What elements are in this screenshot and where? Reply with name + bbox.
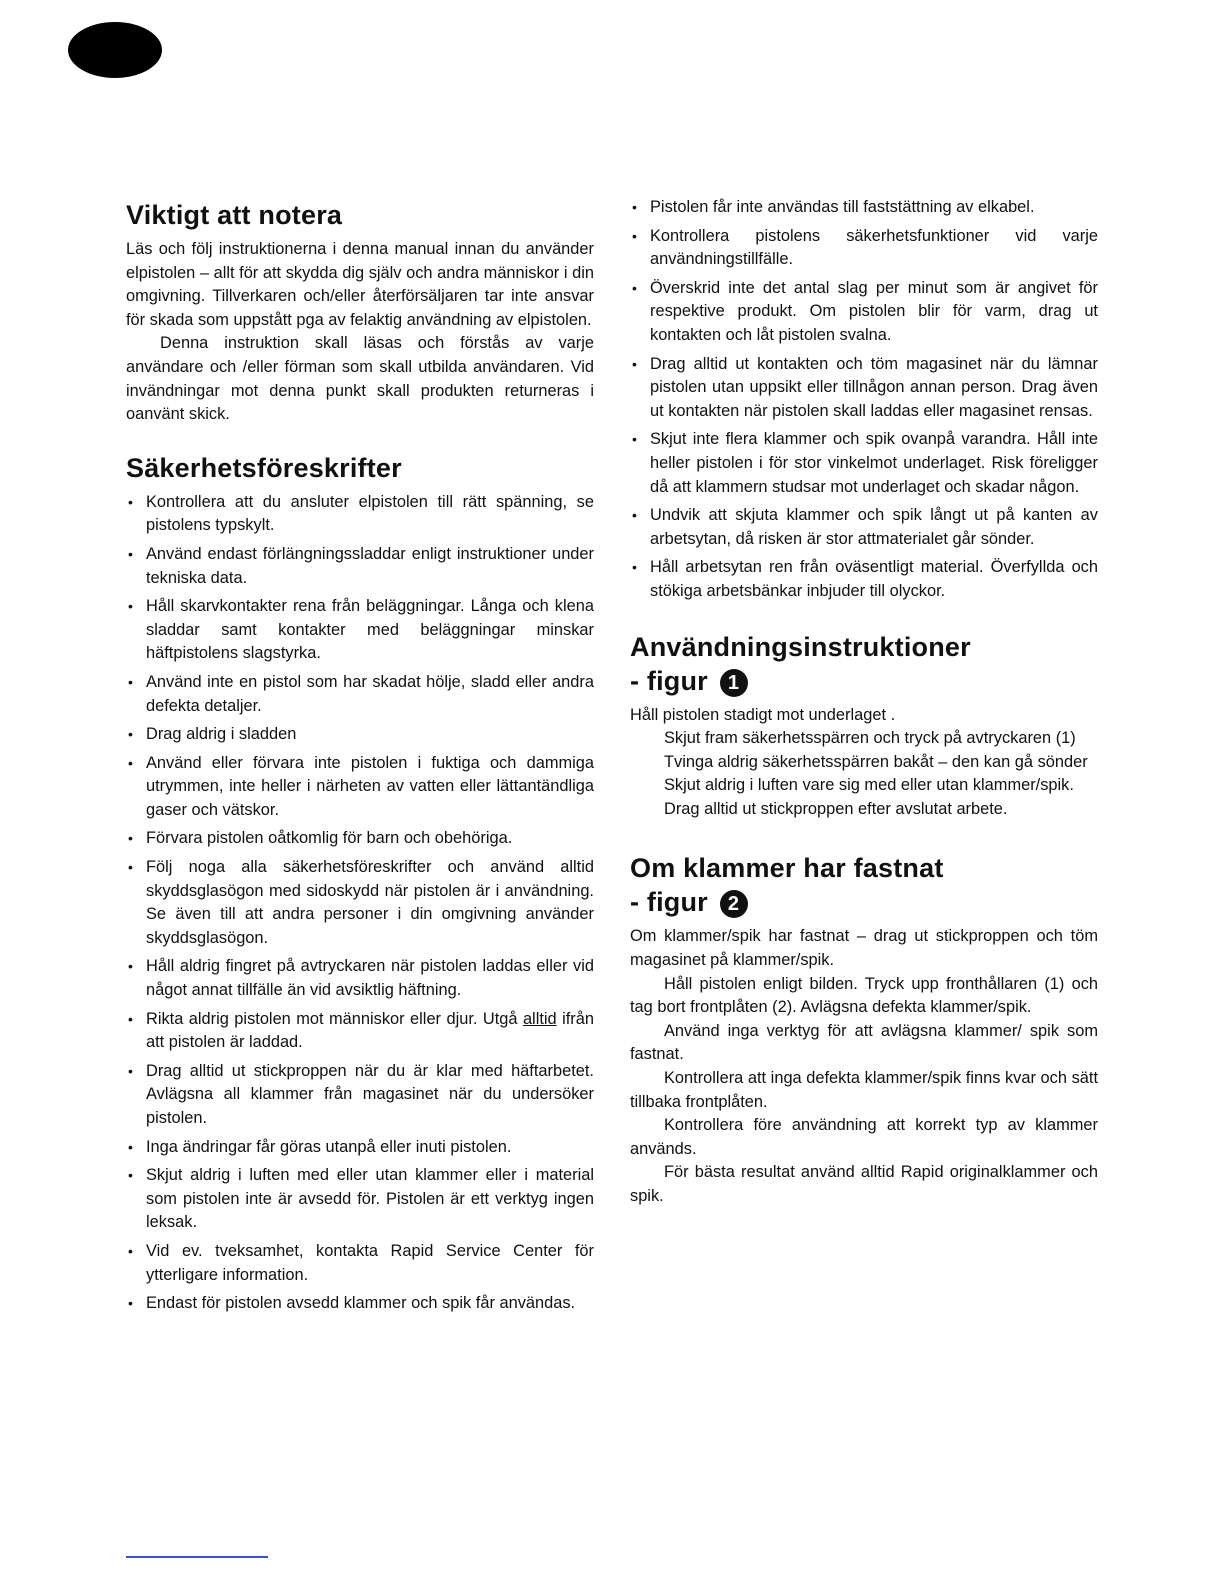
list-item: • Pistolen får inte användas till faststättning av elkabel. — [630, 196, 1098, 220]
heading-text: Om klammer har fastnat — [630, 853, 944, 884]
usage-paragraph: Skjut fram säkerhetsspärren och tryck på avtryckaren (1) — [664, 729, 1076, 748]
heading-text: - figur — [630, 665, 708, 696]
list-item: • Endast för pistolen avsedd klammer och spik får användas. — [126, 1292, 594, 1316]
list-item: • Håll arbetsytan ren från oväsentligt material. Överfyllda och stökiga arbetsbänkar inbjuder till olyckor. — [630, 556, 1098, 603]
figure-2-badge-icon: 2 — [720, 890, 748, 918]
list-item: • Undvik att skjuta klammer och spik långt ut på kanten av arbetsytan, då risken är stor attmaterialet går sönder. — [630, 504, 1098, 551]
jam-paragraph: Kontrollera att inga defekta klammer/spik finns kvar och sätt tillbaka frontplåten. — [630, 1069, 1098, 1111]
usage-paragraph: Skjut aldrig i luften vare sig med eller utan klammer/spik. — [664, 776, 1074, 795]
heading-jammed-staples — [630, 851, 1098, 919]
left-column — [126, 196, 594, 1321]
list-item-text: Rikta aldrig pistolen mot människor eller djur. Utgå — [146, 1009, 523, 1028]
heading-usage-instructions — [630, 630, 1098, 698]
footer-divider — [126, 1556, 268, 1558]
heading-safety-rules: Säkerhetsföreskrifter — [126, 452, 402, 483]
list-item: • Kontrollera att du ansluter elpistolen till rätt spänning, se pistolens typskylt. — [126, 491, 594, 538]
list-item: • Håll aldrig fingret på avtryckaren när pistolen laddas eller vid något annat tillfälle än vid avsiktlig häftning. — [126, 955, 594, 1002]
jam-paragraph: Använd inga verktyg för att avlägsna klammer/ spik som fastnat. — [630, 1021, 1098, 1064]
list-item: • Drag alltid ut stickproppen när du är klar med häftarbetet. Avlägsna all klammer från magasinet när du undersöker pistolen. — [126, 1060, 594, 1131]
jam-paragraph: Håll pistolen enligt bilden. Tryck upp fronthållaren (1) och tag bort frontplåten (2). Avlägsna defekta klammer/spik. — [630, 974, 1098, 1017]
list-item: • Håll skarvkontakter rena från beläggningar. Långa och klena sladdar samt kontakter med beläggningar minskar häftpistolens slagstyrka. — [126, 595, 594, 666]
usage-paragraph: Drag alltid ut stickproppen efter avslutat arbete. — [664, 799, 1008, 818]
list-item-text: ifrån att pistolen är laddad. — [146, 1009, 594, 1052]
heading-important-note: Viktigt att notera — [126, 200, 343, 230]
list-item: • Använd endast förlängningssladdar enligt instruktioner under tekniska data. — [126, 543, 594, 590]
intro-paragraph: Läs och följ instruktionerna i denna manual innan du använder elpistolen – allt för att skydda dig själv och andra människor i din omgivning. Tillverkaren och/eller återförsäljaren tar inte ansvar för skada som uppstått pga av felaktig användning av elpistolen. — [126, 240, 594, 329]
page-tab-marker — [68, 22, 162, 78]
list-item — [126, 1008, 594, 1055]
list-item: • Skjut inte flera klammer och spik ovanpå varandra. Håll inte heller pistolen i för stor vinkelmot underlaget. Risk föreligger då att klammern studsar mot underlaget och skadar någon. — [630, 428, 1098, 499]
safety-list-continued — [630, 196, 1098, 604]
jam-paragraph: För bästa resultat använd alltid Rapid originalklammer och spik. — [630, 1163, 1098, 1205]
list-item: • Drag alltid ut kontakten och töm magasinet när du lämnar pistolen utan uppsikt eller tillnågon annan person. Drag även ut kontakten när pistolen skall laddas eller magasinet rensas. — [630, 353, 1098, 424]
list-item: • Använd inte en pistol som har skadat hölje, sladd eller andra defekta detaljer. — [126, 671, 594, 718]
usage-paragraph: Tvinga aldrig säkerhetsspärren bakåt – den kan gå sönder — [664, 752, 1088, 771]
safety-list — [126, 491, 594, 1316]
list-item: • Drag aldrig i sladden — [126, 723, 594, 747]
jam-paragraph: Om klammer/spik har fastnat – drag ut stickproppen och töm magasinet på klammer/spik. — [630, 927, 1098, 970]
list-item: • Vid ev. tveksamhet, kontakta Rapid Service Center för ytterligare information. — [126, 1240, 594, 1287]
list-item: • Följ noga alla säkerhetsföreskrifter och använd alltid skyddsglasögon med sidoskydd när pistolen är i användning. Se även till att andra personer i din omgivning använder skyddsglasögon. — [126, 856, 594, 950]
list-item: • Inga ändringar får göras utanpå eller inuti pistolen. — [126, 1136, 594, 1160]
instruction-paragraph: Denna instruktion skall läsas och förstås av varje användare och /eller förman som skall utbilda användaren. Vid invändningar mot denna punkt skall produkten returneras i oanvänt skick. — [126, 334, 594, 424]
heading-text: - figur — [630, 887, 708, 918]
figure-1-badge-icon: 1 — [720, 669, 748, 697]
usage-paragraph: Håll pistolen stadigt mot underlaget . — [630, 705, 896, 724]
jam-paragraph: Kontrollera före användning att korrekt typ av klammer används. — [630, 1116, 1098, 1158]
heading-text: Användningsinstruktioner — [630, 631, 971, 662]
list-item: • Kontrollera pistolens säkerhetsfunktioner vid varje användningstillfälle. — [630, 225, 1098, 272]
list-item: • Överskrid inte det antal slag per minut som är angivet för respektive produkt. Om pistolen blir för varm, drag ut kontakten och låt pistolen svalna. — [630, 277, 1098, 348]
list-item: • Använd eller förvara inte pistolen i fuktiga och dammiga utrymmen, inte heller i närheten av vatten eller lättantändliga gaser och vätskor. — [126, 752, 594, 823]
underlined-word: alltid — [522, 1009, 557, 1028]
right-column — [630, 196, 1098, 1209]
list-item: • Skjut aldrig i luften med eller utan klammer eller i material som pistolen inte är avsedd för. Pistolen är ett verktyg ingen leksak. — [126, 1164, 594, 1235]
list-item: • Förvara pistolen oåtkomlig för barn och obehöriga. — [126, 827, 594, 851]
